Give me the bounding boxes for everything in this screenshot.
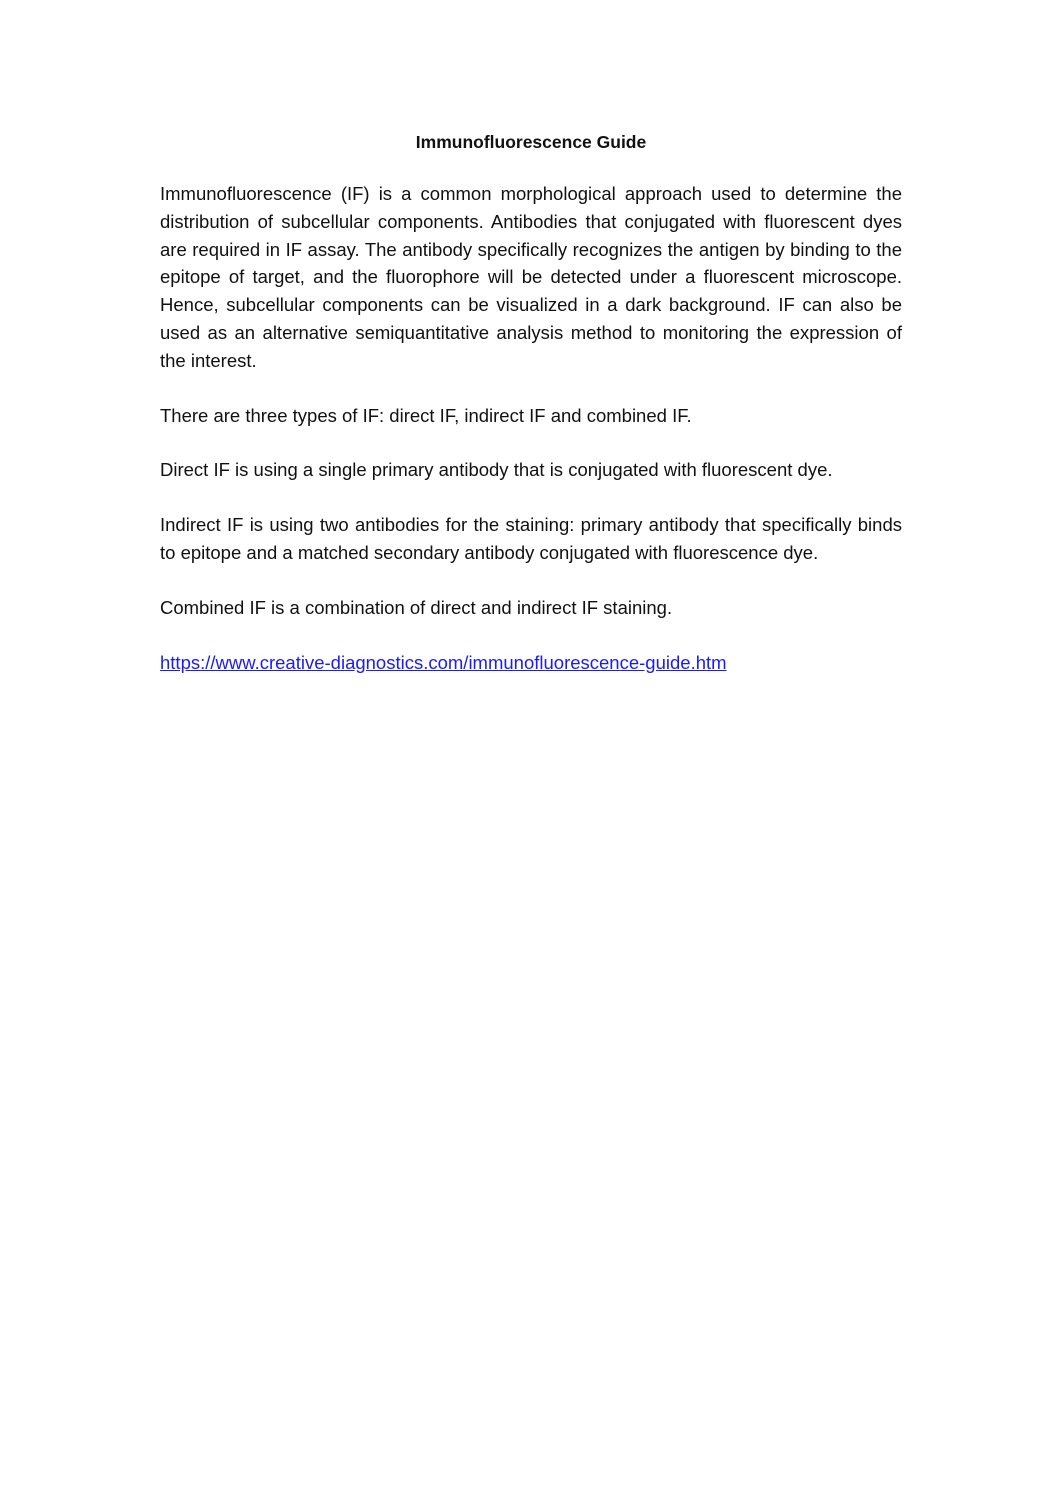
document-page <box>160 126 902 676</box>
paragraph-direct-if: Direct IF is using a single primary antibody that is conjugated with fluorescent dye. <box>160 459 833 481</box>
source-link[interactable]: https://www.creative-diagnostics.com/immunofluorescence-guide.htm <box>160 651 727 673</box>
paragraph-indirect-if: Indirect IF is using two antibodies for the staining: primary antibody that specifically binds to epitope and a matched secondary antibody conjugated with fluorescence dye. <box>160 514 902 563</box>
document-title: Immunofluorescence Guide <box>415 132 647 152</box>
paragraph-combined-if: Combined IF is a combination of direct and indirect IF staining. <box>160 596 673 618</box>
paragraph-types: There are three types of IF: direct IF, indirect IF and combined IF. <box>160 404 692 426</box>
paragraph-intro: Immunofluorescence (IF) is a common morphological approach used to determine the distribution of subcellular components. Antibodies that conjugated with fluorescent dyes are required in IF assay. The antibody specifically recognizes the antigen by binding to the epitope of target, and the fluorophore will be detected under a fluorescent microscope. Hence, subcellular components can be visualized in a dark background. IF can also be used as an alternative semiquantitative analysis method to monitoring the expression of the interest. <box>160 183 902 371</box>
